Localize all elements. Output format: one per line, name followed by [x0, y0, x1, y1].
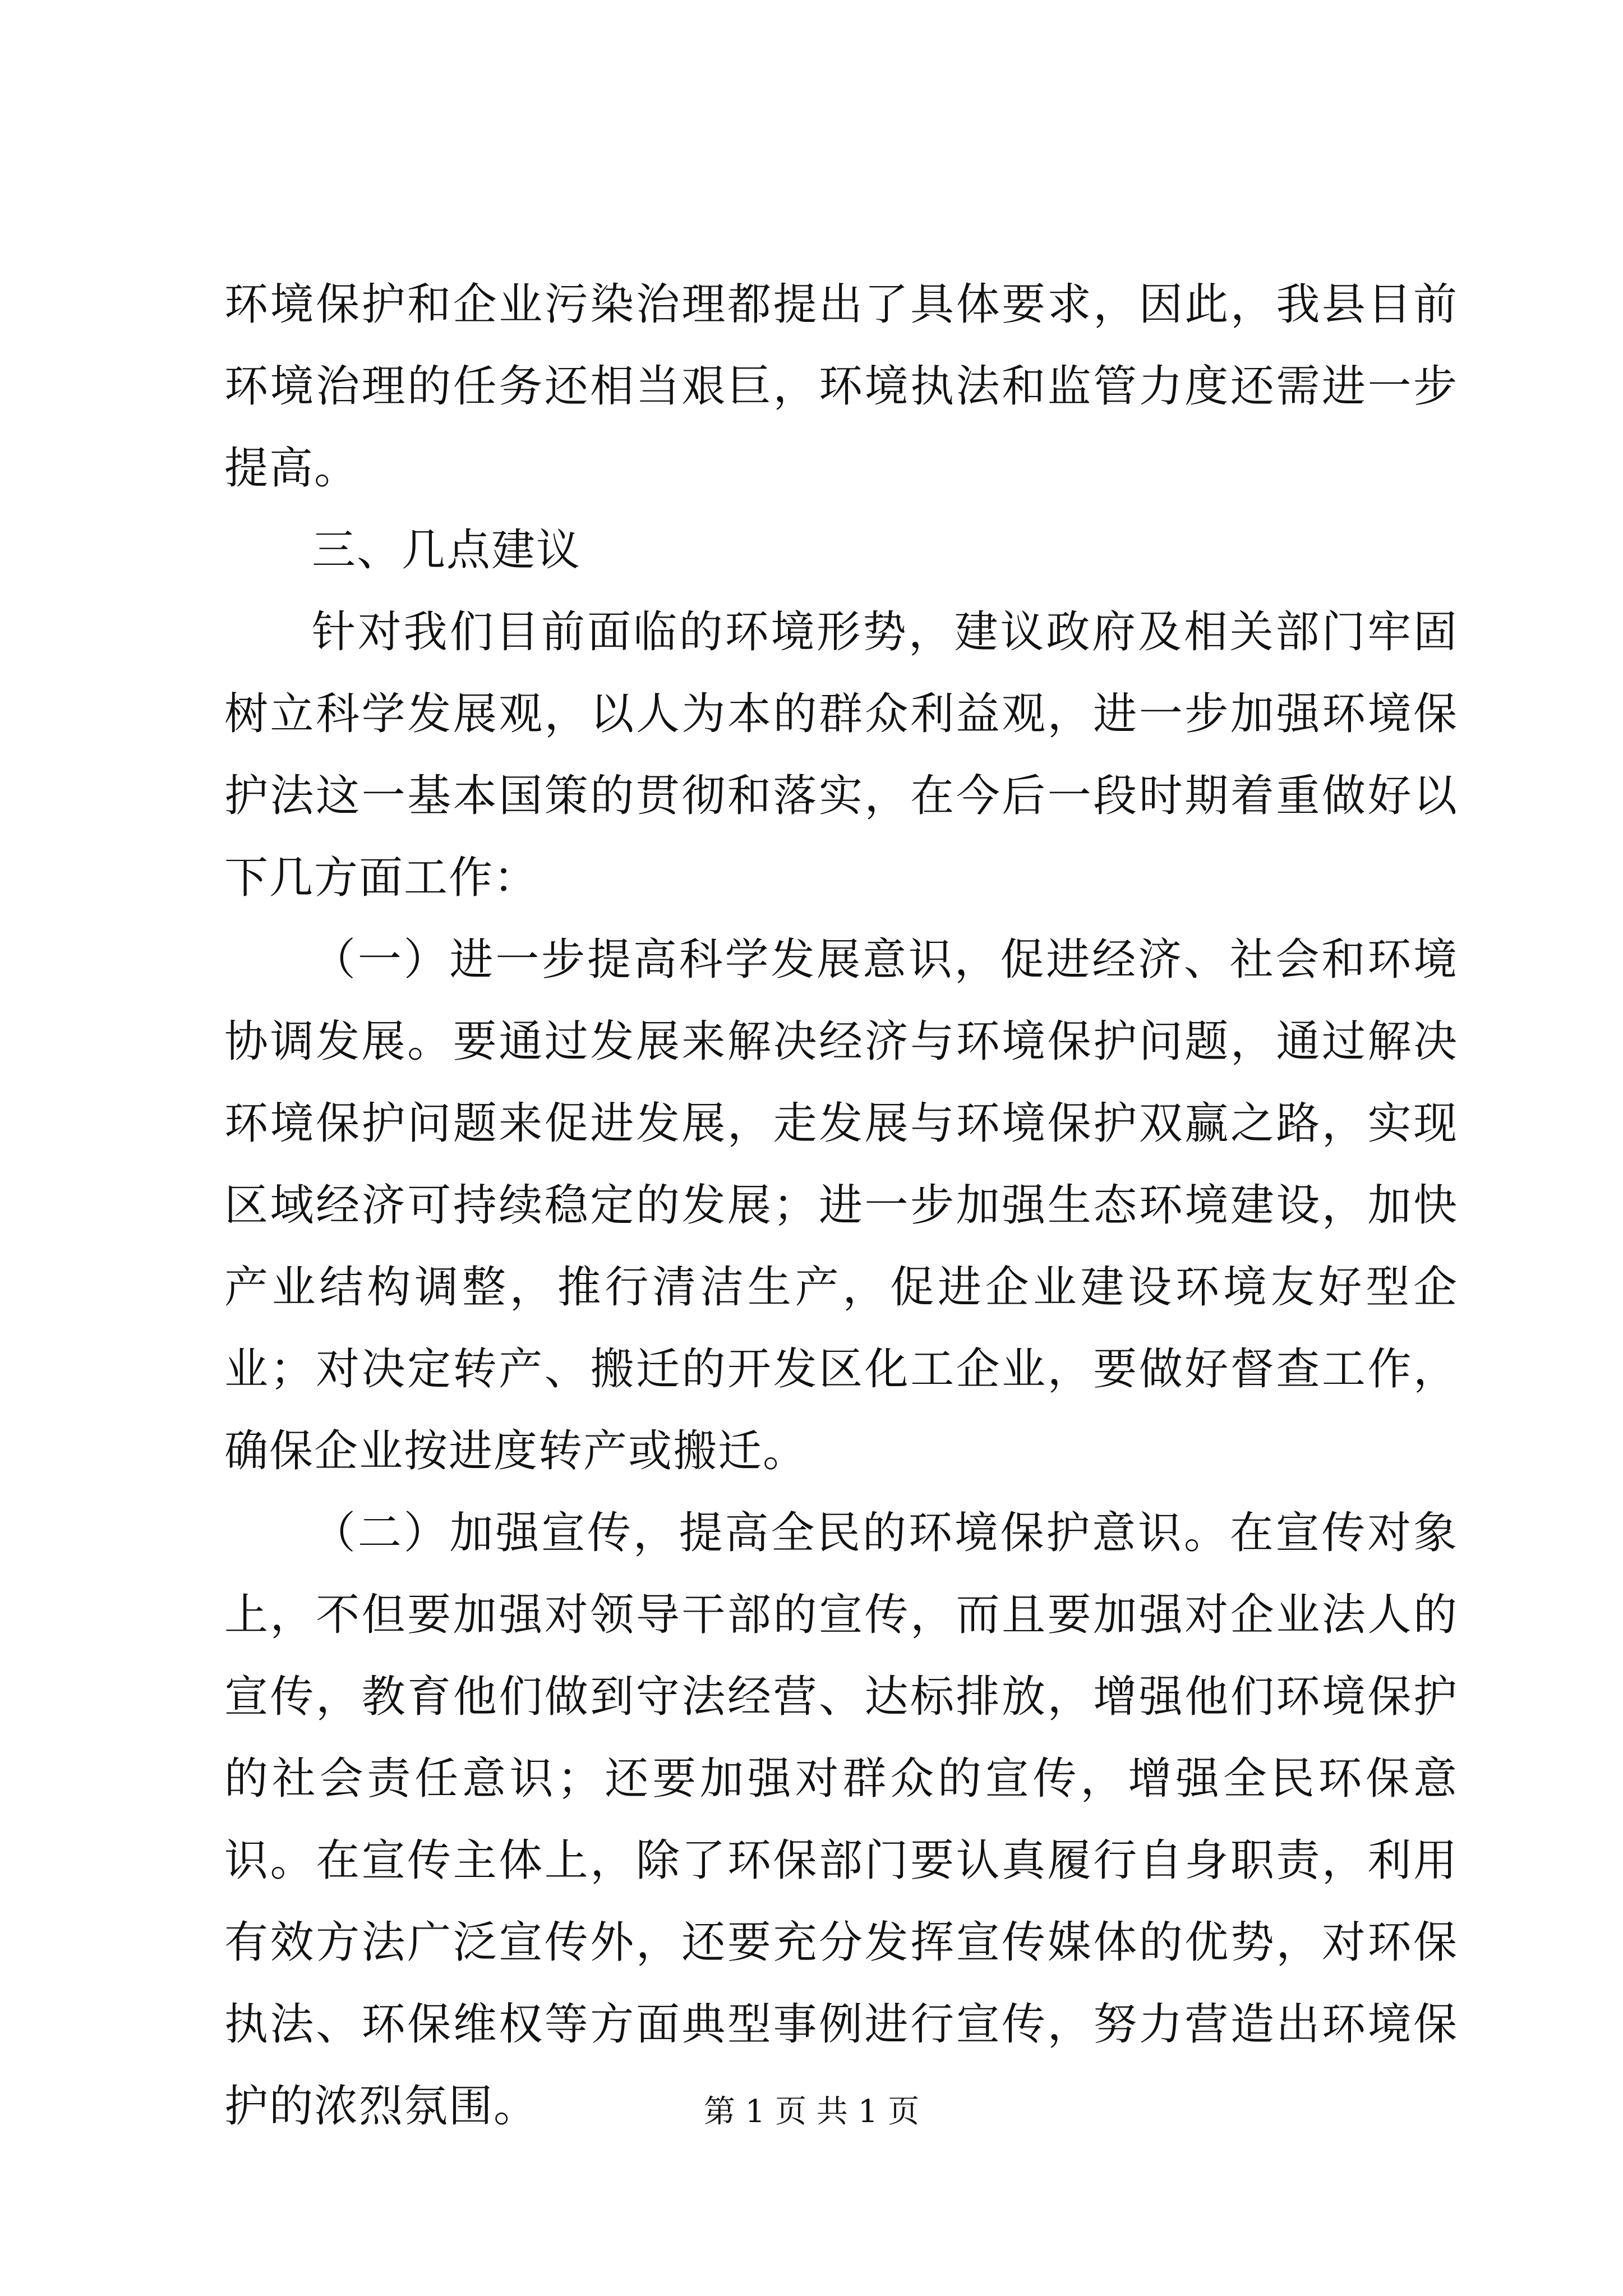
- paragraph-item-2: （二）加强宣传，提高全民的环境保护意识。在宣传对象上，不但要加强对领导干部的宣传，而且要加强对企业法人的宣传，教育他们做到守法经营、达标排放，增强他们环境保护的社会责任意识；还要加强对群众的宣传，增强全民环保意识。在宣传主体上，除了环保部门要认真履行自身职责，利用有效方法广泛宣传外，还要充分发挥宣传媒体的优势，对环保执法、环保维权等方面典型事例进行宣传，努力营造出环境保护的浓烈氛围。: [224, 1508, 1458, 2132]
- paragraph-continuation: 环境保护和企业污染治理都提出了具体要求，因此，我县目前环境治理的任务还相当艰巨，环境执法和监管力度还需进一步提高。: [224, 279, 1458, 494]
- paragraph-intro: 针对我们目前面临的环境形势，建议政府及相关部门牢固树立科学发展观，以人为本的群众利益观，进一步加强环境保护法这一基本国策的贯彻和落实，在今后一段时期着重做好以下几方面工作：: [224, 607, 1458, 903]
- section-heading: 三、几点建议: [312, 525, 582, 576]
- paragraph-item-1: （一）进一步提高科学发展意识，促进经济、社会和环境协调发展。要通过发展来解决经济与环境保护问题，通过解决环境保护问题来促进发展，走发展与环境保护双赢之路，实现区域经济可持续稳定的发展；进一步加强生态环境建设，加快产业结构调整，推行清洁生产，促进企业建设环境友好型企业；对决定转产、搬迁的开发区化工企业，要做好督查工作，确保企业按进度转产或搬迁。: [224, 935, 1458, 1476]
- document-body: [224, 264, 1458, 2147]
- page-footer: 第 1 页 共 1 页: [703, 2093, 920, 2130]
